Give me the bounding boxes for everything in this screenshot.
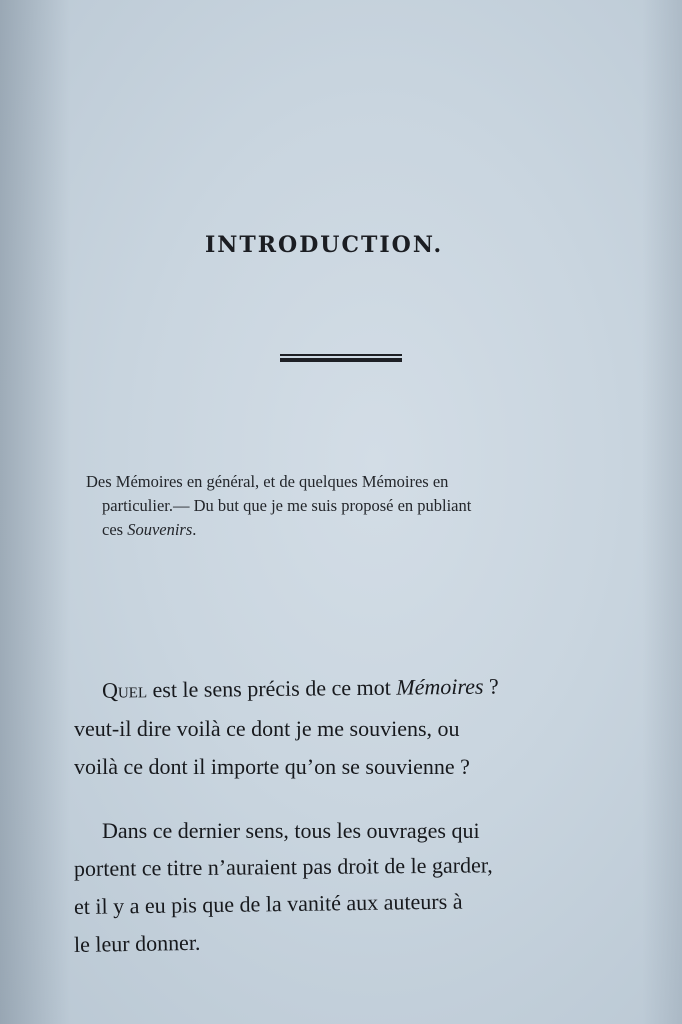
italic-memoires: Mémoires (396, 673, 484, 700)
paragraph-2 (74, 812, 614, 964)
paragraph-1 (74, 672, 614, 786)
paragraph-2-line-1: Dans ce dernier sens, tous les ouvrages qui (102, 818, 480, 843)
chapter-heading: INTRODUCTION. (205, 232, 444, 258)
rule-thick-line (280, 358, 402, 362)
summary-line-3 (86, 518, 606, 542)
summary-line-2: particulier.— Du but que je me suis proposé en publiant (102, 496, 472, 515)
paragraph-1-line-1 (74, 666, 614, 710)
paragraph-2-line-4: le leur donner. (73, 929, 201, 957)
chapter-summary (86, 470, 606, 542)
opening-word: Quel (101, 677, 148, 703)
paragraph-1-line-1-end: ? (483, 673, 499, 699)
paragraph-2-line-3: et il y a eu pis que de la vanité aux auteurs à (73, 888, 463, 919)
summary-italic-souvenirs: Souvenirs (127, 520, 193, 539)
summary-line-3-suffix: . (192, 520, 197, 539)
paragraph-1-line-2: veut-il dire voilà ce dont je me souviens, ou (74, 716, 460, 741)
summary-line-1: Des Mémoires en général, et de quelques Mémoires en (86, 472, 449, 491)
page-edge-shadow (642, 0, 682, 1024)
paragraph-2-line-2: portent ce titre n’auraient pas droit de le garder, (73, 852, 493, 881)
paragraph-1-line-3: voilà ce dont il importe qu’on se souvienne ? (74, 754, 470, 779)
binding-shadow (0, 0, 70, 1024)
ornamental-rule (280, 354, 402, 363)
rule-thin-line (280, 354, 402, 356)
paragraph-1-line-1-text: est le sens précis de ce mot (146, 674, 397, 703)
summary-line-3-prefix: ces (102, 520, 128, 539)
